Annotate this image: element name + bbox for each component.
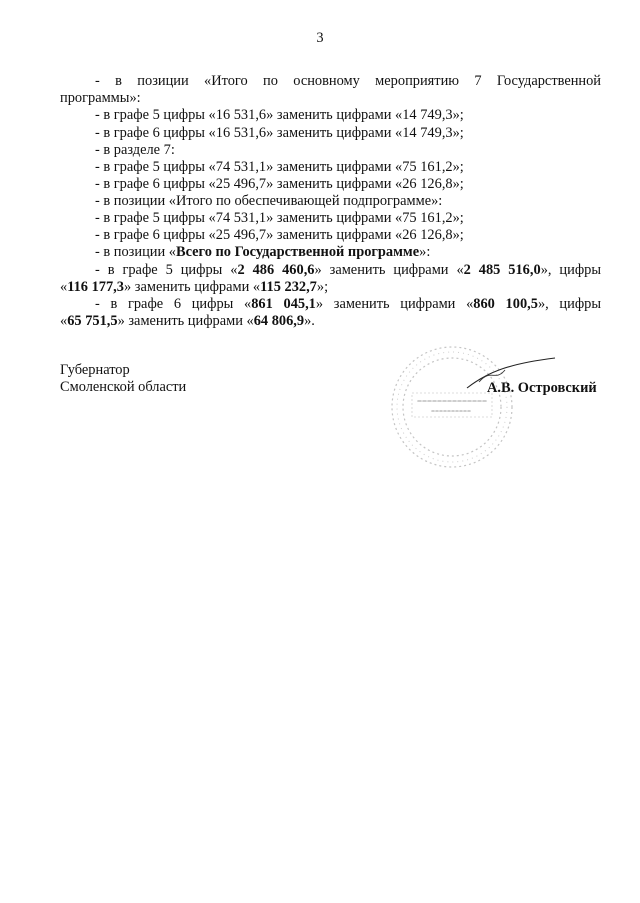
signatory-name: А.В. Островский xyxy=(487,380,597,396)
paragraph-line: - в графе 5 цифры «16 531,6» заменить цифрами «14 749,3»; xyxy=(95,107,464,123)
paragraph-line: - в графе 6 цифры «25 496,7» заменить цифрами «26 126,8»; xyxy=(95,176,464,192)
paragraph-line: - в графе 6 цифры «25 496,7» заменить цифрами «26 126,8»; xyxy=(95,227,464,243)
paragraph-line: - в позиции «Итого по обеспечивающей подпрограмме»: xyxy=(95,193,443,209)
page-number: 3 xyxy=(316,30,324,46)
paragraph-line: - в графе 6 цифры «16 531,6» заменить цифрами «14 749,3»; xyxy=(95,125,464,141)
paragraph-line: - в позиции «Всего по Государственной программе»: xyxy=(95,244,431,260)
signatory-title: Смоленской области xyxy=(60,379,187,395)
paragraph-line: «65 751,5» заменить цифрами «64 806,9». xyxy=(60,313,315,329)
signatory-title: Губернатор xyxy=(60,362,130,378)
paragraph-line: - в графе 6 цифры «861 045,1» заменить цифрами «860 100,5», цифры xyxy=(95,296,602,312)
paragraph-line: - в позиции «Итого по основному мероприятию 7 Государственной xyxy=(95,73,601,89)
paragraph-line: программы»: xyxy=(60,90,141,106)
paragraph-line: «116 177,3» заменить цифрами «115 232,7»; xyxy=(60,279,329,295)
paragraph-line: - в графе 5 цифры «2 486 460,6» заменить цифрами «2 485 516,0», цифры xyxy=(95,262,602,278)
paragraph-line: - в разделе 7: xyxy=(95,142,175,158)
paragraph-line: - в графе 5 цифры «74 531,1» заменить цифрами «75 161,2»; xyxy=(95,210,464,226)
paragraph-line: - в графе 5 цифры «74 531,1» заменить цифрами «75 161,2»; xyxy=(95,159,464,175)
